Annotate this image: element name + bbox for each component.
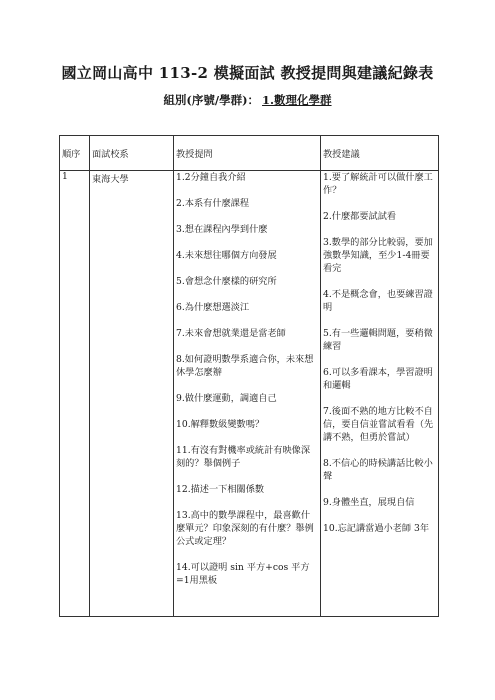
question-item: 13.高中的數學課程中，最喜歡什麼單元？印象深刻的有什麼？舉例公式或定理？ [176,510,314,547]
question-item: 4.未來想往哪個方向發展 [176,250,277,261]
suggestion-item: 5.有一些邏輯問題，要稍微練習 [323,328,433,352]
question-item: 14.可以證明 sin 平方+cos 平方=1用黑板 [176,562,310,586]
group-label: 組別(序號/學群)： [163,93,260,107]
row-questions [174,171,321,617]
group-value: 1.數理化學群 [262,93,332,107]
suggestion-item: 9.身體坐直，展現自信 [323,497,415,508]
question-item: 10.解釋數級變數嗎？ [176,419,265,430]
document-title: 國立岡山高中 113-2 模擬面試 教授提問與建議紀錄表 [61,64,434,82]
header-suggestions: 教授建議 [321,136,439,171]
header-school: 面試校系 [90,136,174,171]
suggestion-item: 8.不信心的時候講話比較小聲 [323,458,433,482]
question-item: 11.有沒有對機率或統計有映像深刻的？舉個例子 [176,445,311,469]
question-item: 2.本系有什麼課程 [176,198,250,209]
suggestion-item: 4.不是概念會，也要練習證明 [323,289,433,313]
suggestion-item: 1.要了解統計可以做什麼工作？ [323,172,433,196]
suggestion-item: 6.可以多看課本，學習證明和邏輯 [323,367,433,391]
question-item: 5.會想念什麼樣的研究所 [176,276,277,287]
question-item: 12.描述一下相關係數 [176,484,265,495]
question-item: 3.想在課程內學到什麼 [176,224,268,235]
questions-list [176,171,318,587]
suggestion-item: 10.忘記講當過小老師 3年 [323,523,430,534]
question-item: 1.2分鐘自我介紹 [176,172,246,183]
question-item: 6.為什麼想選淡江 [176,302,250,313]
question-item: 8.如何證明數學系適合你，未來想休學怎麼辦 [176,354,314,378]
group-line [0,92,495,108]
suggestion-item: 2.什麼都要試試看 [323,211,397,222]
question-item: 7.未來會想就業還是當老師 [176,328,286,339]
question-item: 9.做什麼運動，調適自己 [176,393,277,404]
table-row [60,171,439,617]
table-header-row [60,136,439,171]
row-school: 東海大學 [90,171,174,617]
suggestion-item: 3.數學的部分比較弱，要加強數學知識，至少1-4冊要看完 [323,237,433,274]
header-questions: 教授提問 [174,136,321,171]
row-suggestions [321,171,439,617]
header-order: 順序 [60,136,90,171]
interview-record-table [59,135,439,617]
row-order: 1 [60,171,90,617]
suggestion-item: 7.後面不熟的地方比較不自信，要自信並嘗試看看（先講不熟，但勇於嘗試） [323,406,434,443]
suggestions-list [323,171,436,535]
